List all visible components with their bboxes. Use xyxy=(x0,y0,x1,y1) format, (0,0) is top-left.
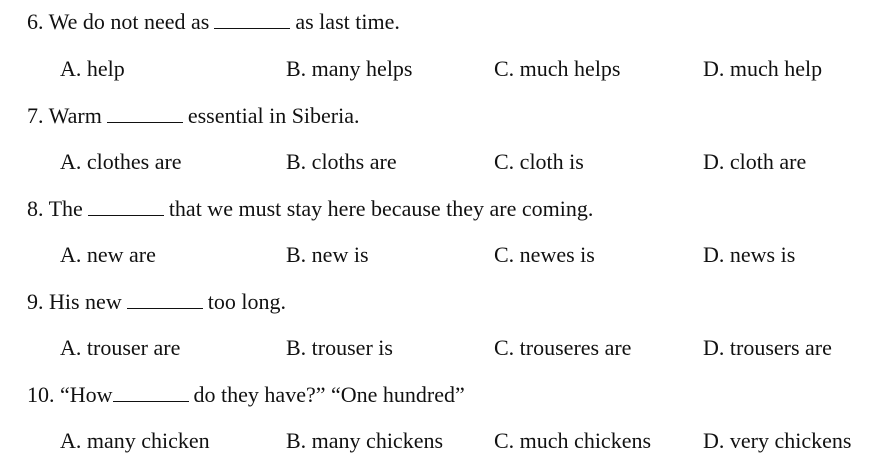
option-d: D. trousers are xyxy=(703,335,832,360)
question-text-before: Warm xyxy=(48,103,102,128)
question-8-stem xyxy=(27,195,593,222)
question-text-before: The xyxy=(48,196,83,221)
option-c: C. newes is xyxy=(494,242,595,267)
option-c: C. much chickens xyxy=(494,428,652,453)
question-7-stem xyxy=(27,102,360,129)
question-9-stem xyxy=(27,288,286,315)
question-6-options xyxy=(0,56,891,82)
question-8-options xyxy=(0,242,891,268)
question-9-options xyxy=(0,335,891,361)
question-text-after: too long. xyxy=(207,289,286,314)
question-text-after: essential in Siberia. xyxy=(187,103,360,128)
question-text-before: “How xyxy=(60,382,113,407)
answer-blank xyxy=(214,8,290,29)
answer-blank xyxy=(113,381,189,402)
option-c: C. cloth is xyxy=(494,149,584,174)
option-d: D. cloth are xyxy=(703,149,807,174)
option-d: D. much help xyxy=(703,56,823,81)
question-10-options xyxy=(0,428,891,454)
option-b: B. cloths are xyxy=(286,149,397,174)
option-b: B. trouser is xyxy=(286,335,393,360)
question-6-stem xyxy=(27,8,400,35)
option-d: D. news is xyxy=(703,242,796,267)
option-d: D. very chickens xyxy=(703,428,852,453)
question-text-after: as last time. xyxy=(295,9,400,34)
option-a: A. many chicken xyxy=(60,428,210,453)
option-b: B. many helps xyxy=(286,56,413,81)
option-b: B. many chickens xyxy=(286,428,444,453)
question-text-after: that we must stay here because they are coming. xyxy=(168,196,594,221)
question-number: 6. xyxy=(27,9,44,34)
option-a: A. help xyxy=(60,56,125,81)
question-number: 9. xyxy=(27,289,44,314)
option-c: C. trouseres are xyxy=(494,335,632,360)
option-a: A. new are xyxy=(60,242,156,267)
question-text-after: do they have?” “One hundred” xyxy=(193,382,465,407)
option-a: A. trouser are xyxy=(60,335,181,360)
answer-blank xyxy=(107,102,183,123)
answer-blank xyxy=(127,288,203,309)
option-c: C. much helps xyxy=(494,56,621,81)
question-number: 8. xyxy=(27,196,44,221)
option-b: B. new is xyxy=(286,242,369,267)
question-7-options xyxy=(0,149,891,175)
question-number: 10. xyxy=(27,382,55,407)
question-10-stem xyxy=(27,381,465,408)
question-number: 7. xyxy=(27,103,44,128)
question-text-before: We do not need as xyxy=(48,9,210,34)
option-a: A. clothes are xyxy=(60,149,182,174)
answer-blank xyxy=(88,195,164,216)
question-text-before: His new xyxy=(49,289,122,314)
